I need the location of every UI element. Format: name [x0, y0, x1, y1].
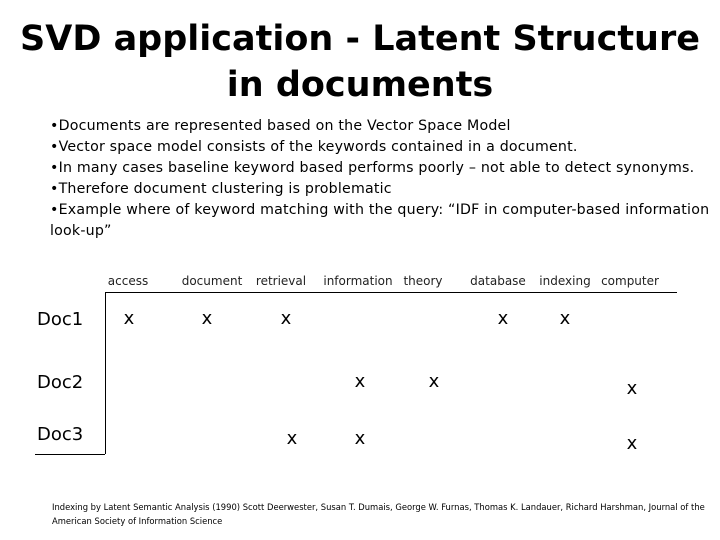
bullet-list	[50, 116, 718, 242]
table-cell: x	[201, 308, 213, 329]
column-header: information	[323, 274, 393, 288]
bullet-item: •Vector space model consists of the keywords contained in a document.	[50, 139, 578, 155]
table-cell: x	[280, 308, 292, 329]
table-cell: x	[354, 371, 366, 392]
table-cell: x	[559, 308, 571, 329]
bullet-item: •Example where of keyword matching with the query: “IDF in computer-based information look-up”	[50, 202, 710, 239]
table-cell: x	[354, 428, 366, 449]
column-header: access	[107, 274, 149, 288]
title-line-1: SVD application - Latent Structure	[20, 19, 700, 59]
column-header: retrieval	[255, 274, 307, 288]
table-cell: x	[286, 428, 298, 449]
row-label-doc2: Doc2	[37, 372, 84, 393]
column-header: database	[470, 274, 526, 288]
column-header: computer	[601, 274, 659, 288]
slide-title	[0, 16, 720, 108]
table-row-divider	[105, 292, 106, 454]
table-cell: x	[497, 308, 509, 329]
row-label-doc1: Doc1	[37, 309, 84, 330]
bullet-item: •In many cases baseline keyword based performs poorly – not able to detect synonyms.	[50, 160, 695, 176]
bullet-item: •Documents are represented based on the Vector Space Model	[50, 118, 511, 134]
citation: Indexing by Latent Semantic Analysis (1990) Scott Deerwester, Susan T. Dumais, George W. Furnas, Thomas K. Landauer, Richard Harshman, Journal of the American Society of Information Science	[52, 502, 705, 526]
row-label-doc3: Doc3	[37, 424, 84, 445]
table-cell: x	[123, 308, 135, 329]
table-cell: x	[626, 378, 638, 399]
table-cell: x	[626, 433, 638, 454]
table-bottom-rule	[35, 454, 105, 455]
title-line-2: in documents	[226, 65, 494, 105]
table-cell: x	[428, 371, 440, 392]
bullet-item: •Therefore document clustering is problematic	[50, 181, 392, 197]
table-header-rule	[105, 292, 677, 293]
column-header: document	[181, 274, 243, 288]
column-header: theory	[403, 274, 443, 288]
column-header: indexing	[539, 274, 591, 288]
